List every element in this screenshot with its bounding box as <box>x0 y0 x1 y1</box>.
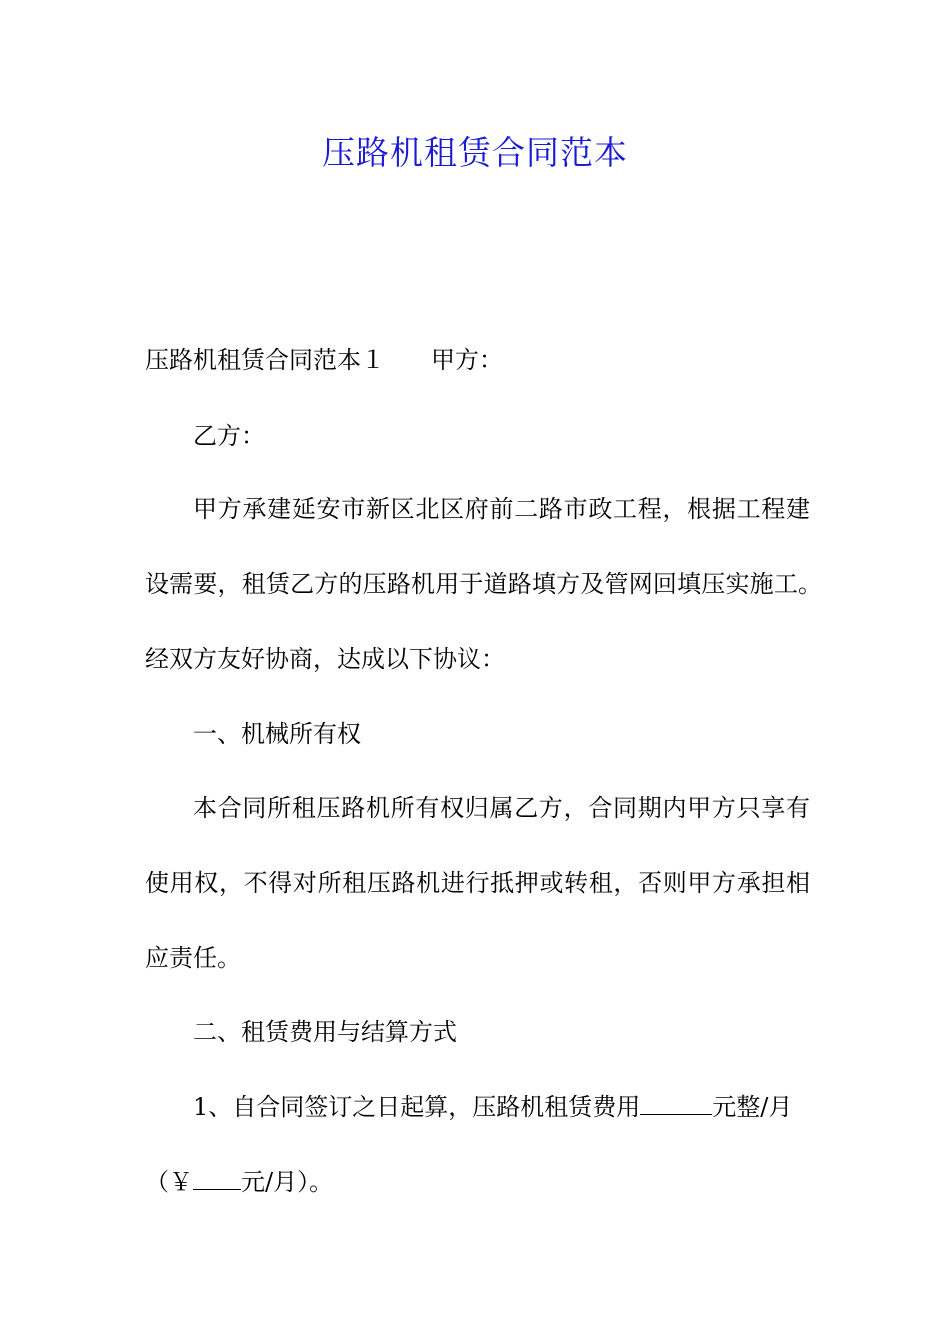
document-title: 压路机租赁合同范本 <box>322 133 628 172</box>
clause-line <box>193 1089 858 1125</box>
clause-text: （￥ <box>145 1168 193 1196</box>
intro-paragraph-line: 设需要，租赁乙方的压路机用于道路填方及管网回填压实施工。 <box>145 570 822 598</box>
party-b-label: 乙方： <box>193 422 265 450</box>
party-a-label: 甲方： <box>431 346 503 374</box>
fill-in-blank <box>640 1092 712 1115</box>
section1-paragraph-line: 应责任。 <box>145 944 241 972</box>
clause-text: 1、自合同签订之日起算，压路机租赁费用 <box>193 1093 641 1121</box>
section-heading: 二、租赁费用与结算方式 <box>193 1018 457 1046</box>
clause-text: 元整/月 <box>712 1093 793 1121</box>
contract-heading: 压路机租赁合同范本１ <box>145 346 385 374</box>
clause-text: 元/月）。 <box>241 1168 334 1196</box>
clause-line <box>145 1164 810 1200</box>
intro-paragraph-line: 经双方友好协商，达成以下协议： <box>145 645 505 673</box>
fill-in-blank <box>193 1167 241 1190</box>
section-heading: 一、机械所有权 <box>193 720 361 748</box>
section1-paragraph-line: 本合同所租压路机所有权归属乙方，合同期内甲方只享有 <box>193 794 810 822</box>
intro-paragraph-line: 甲方承建延安市新区北区府前二路市政工程，根据工程建 <box>193 495 810 523</box>
heading-line <box>145 342 810 378</box>
section1-paragraph-line: 使用权，不得对所租压路机进行抵押或转租，否则甲方承担相 <box>145 869 810 897</box>
